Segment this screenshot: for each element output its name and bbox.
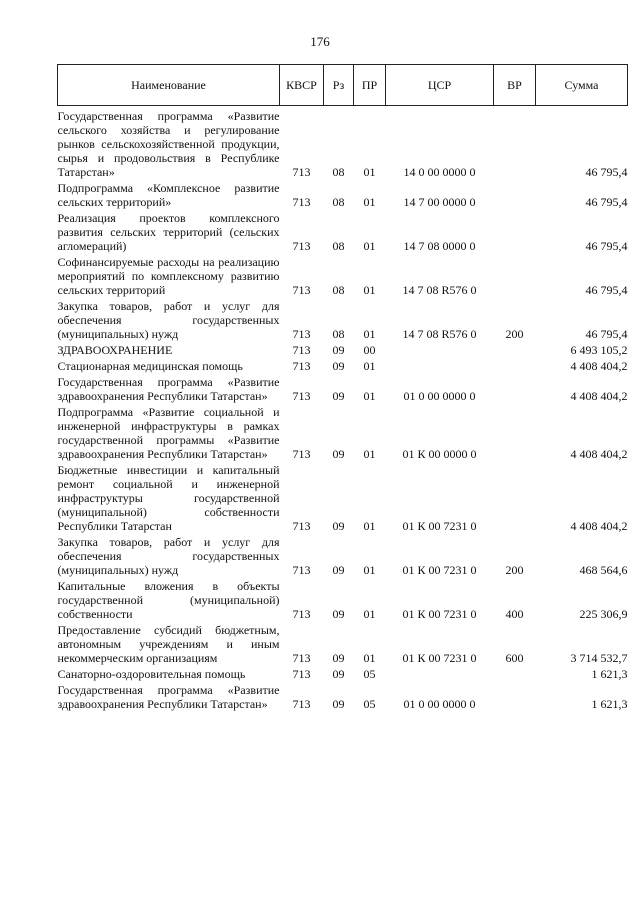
row-sum: 1 621,3 bbox=[591, 697, 628, 711]
row-name: Подпрограмма «Комплексное развитие сельских территорий» bbox=[57, 181, 280, 209]
row-vr: 400 bbox=[505, 607, 524, 621]
row-rz: 09 bbox=[332, 519, 345, 533]
row-rz: 09 bbox=[332, 563, 345, 577]
column-header-pr: ПР bbox=[354, 65, 386, 106]
row-kvsr: 713 bbox=[292, 283, 311, 297]
column-header-csr: ЦСР bbox=[386, 65, 494, 106]
row-name: Софинансируемые расходы на реализацию мероприятий по комплексному развитию сельских территорий bbox=[57, 255, 280, 297]
row-rz: 09 bbox=[332, 389, 345, 403]
row-pr: 01 bbox=[363, 563, 376, 577]
row-vr bbox=[494, 403, 536, 461]
row-kvsr: 713 bbox=[292, 519, 311, 533]
row-kvsr: 713 bbox=[292, 327, 311, 341]
row-vr bbox=[494, 253, 536, 297]
budget-table bbox=[57, 64, 628, 711]
row-pr: 01 bbox=[363, 327, 376, 341]
row-csr: 14 7 08 R576 0 bbox=[402, 327, 477, 341]
row-name: Капитальные вложения в объекты государственной (муниципальной) собственности bbox=[57, 579, 280, 621]
table-body bbox=[58, 106, 628, 712]
row-pr: 01 bbox=[363, 651, 376, 665]
row-csr: 14 7 08 R576 0 bbox=[402, 283, 477, 297]
row-csr bbox=[386, 341, 494, 357]
row-rz: 09 bbox=[332, 697, 345, 711]
table-row bbox=[58, 106, 628, 180]
row-name: Подпрограмма «Развитие социальной и инженерной инфраструктуры в рамках государственной программы «Развитие здравоохранения Республики Татарстан» bbox=[57, 405, 280, 461]
table-row bbox=[58, 373, 628, 403]
row-sum: 4 408 404,2 bbox=[570, 359, 628, 373]
row-kvsr: 713 bbox=[292, 195, 311, 209]
row-pr: 01 bbox=[363, 165, 376, 179]
row-csr: 01 0 00 0000 0 bbox=[403, 389, 476, 403]
row-sum: 46 795,4 bbox=[585, 327, 628, 341]
row-sum: 46 795,4 bbox=[585, 283, 628, 297]
row-csr: 01 К 00 7231 0 bbox=[402, 607, 477, 621]
row-kvsr: 713 bbox=[292, 667, 311, 681]
row-sum: 4 408 404,2 bbox=[570, 447, 628, 461]
row-sum: 4 408 404,2 bbox=[570, 519, 628, 533]
table-row bbox=[58, 357, 628, 373]
table-row bbox=[58, 253, 628, 297]
column-header-kvsr: КВСР bbox=[280, 65, 324, 106]
row-sum: 4 408 404,2 bbox=[570, 389, 628, 403]
row-pr: 05 bbox=[363, 697, 376, 711]
row-vr: 200 bbox=[505, 327, 524, 341]
table-row bbox=[58, 209, 628, 253]
table-row bbox=[58, 179, 628, 209]
row-csr bbox=[386, 357, 494, 373]
page-number: 176 bbox=[310, 34, 330, 49]
row-pr: 01 bbox=[363, 607, 376, 621]
row-csr: 14 7 08 0000 0 bbox=[403, 239, 476, 253]
table-row bbox=[58, 665, 628, 681]
row-name: Закупка товаров, работ и услуг для обеспечения государственных (муниципальных) нужд bbox=[57, 299, 280, 341]
row-rz: 09 bbox=[332, 343, 345, 357]
row-kvsr: 713 bbox=[292, 239, 311, 253]
table-row bbox=[58, 577, 628, 621]
row-rz: 08 bbox=[332, 283, 345, 297]
table-row bbox=[58, 297, 628, 341]
row-pr: 01 bbox=[363, 519, 376, 533]
row-rz: 08 bbox=[332, 195, 345, 209]
row-vr: 200 bbox=[505, 563, 524, 577]
row-kvsr: 713 bbox=[292, 165, 311, 179]
row-pr: 01 bbox=[363, 283, 376, 297]
row-sum: 46 795,4 bbox=[585, 195, 628, 209]
row-kvsr: 713 bbox=[292, 343, 311, 357]
row-vr bbox=[494, 179, 536, 209]
row-csr: 01 0 00 0000 0 bbox=[403, 697, 476, 711]
row-name: Бюджетные инвестиции и капитальный ремонт социальной и инженерной инфраструктуры государственной (муниципальной) собственности Республики Татарстан bbox=[57, 463, 280, 533]
row-csr: 01 К 00 0000 0 bbox=[402, 447, 477, 461]
row-kvsr: 713 bbox=[292, 447, 311, 461]
row-kvsr: 713 bbox=[292, 697, 311, 711]
table-row bbox=[58, 461, 628, 533]
row-csr: 14 0 00 0000 0 bbox=[403, 165, 476, 179]
row-rz: 09 bbox=[332, 359, 345, 373]
row-pr: 01 bbox=[363, 447, 376, 461]
row-name: Закупка товаров, работ и услуг для обеспечения государственных (муниципальных) нужд bbox=[57, 535, 280, 577]
row-name: ЗДРАВООХРАНЕНИЕ bbox=[57, 343, 173, 357]
row-pr: 01 bbox=[363, 389, 376, 403]
table-row bbox=[58, 533, 628, 577]
row-rz: 09 bbox=[332, 651, 345, 665]
row-vr bbox=[494, 341, 536, 357]
row-vr bbox=[494, 681, 536, 711]
row-vr bbox=[494, 106, 536, 180]
row-pr: 00 bbox=[363, 343, 376, 357]
row-csr: 14 7 00 0000 0 bbox=[403, 195, 476, 209]
row-kvsr: 713 bbox=[292, 389, 311, 403]
column-header-name: Наименование bbox=[58, 65, 280, 106]
row-sum: 225 306,9 bbox=[579, 607, 628, 621]
row-name: Государственная программа «Развитие здравоохранения Республики Татарстан» bbox=[57, 683, 280, 711]
row-name: Государственная программа «Развитие здравоохранения Республики Татарстан» bbox=[57, 375, 280, 403]
table-row bbox=[58, 681, 628, 711]
row-pr: 01 bbox=[363, 195, 376, 209]
row-name: Государственная программа «Развитие сельского хозяйства и регулирование рынков сельскохозяйственной продукции, сырья и продовольствия в Республике Татарстан» bbox=[57, 109, 280, 179]
row-csr: 01 К 00 7231 0 bbox=[402, 563, 477, 577]
row-vr bbox=[494, 665, 536, 681]
row-vr bbox=[494, 357, 536, 373]
row-sum: 46 795,4 bbox=[585, 239, 628, 253]
row-name: Стационарная медицинская помощь bbox=[57, 359, 243, 373]
row-name: Санаторно-оздоровительная помощь bbox=[57, 667, 246, 681]
row-csr bbox=[386, 665, 494, 681]
row-sum: 6 493 105,2 bbox=[570, 343, 628, 357]
row-rz: 08 bbox=[332, 327, 345, 341]
row-sum: 468 564,6 bbox=[579, 563, 628, 577]
row-name: Предоставление субсидий бюджетным, автономным учреждениям и иным некоммерческим организациям bbox=[57, 623, 280, 665]
row-csr: 01 К 00 7231 0 bbox=[402, 519, 477, 533]
row-vr bbox=[494, 209, 536, 253]
column-header-vr: ВР bbox=[494, 65, 536, 106]
table-header bbox=[58, 65, 628, 106]
row-csr: 01 К 00 7231 0 bbox=[402, 651, 477, 665]
table-row bbox=[58, 341, 628, 357]
table-row bbox=[58, 621, 628, 665]
row-rz: 08 bbox=[332, 165, 345, 179]
row-pr: 01 bbox=[363, 239, 376, 253]
row-rz: 08 bbox=[332, 239, 345, 253]
table-row bbox=[58, 403, 628, 461]
row-name: Реализация проектов комплексного развития сельских территорий (сельских агломераций) bbox=[57, 211, 280, 253]
row-rz: 09 bbox=[332, 667, 345, 681]
row-sum: 1 621,3 bbox=[591, 667, 628, 681]
row-rz: 09 bbox=[332, 607, 345, 621]
row-vr: 600 bbox=[505, 651, 524, 665]
column-header-rz: Рз bbox=[324, 65, 354, 106]
column-header-sum: Сумма bbox=[536, 65, 628, 106]
row-pr: 05 bbox=[363, 667, 376, 681]
row-kvsr: 713 bbox=[292, 607, 311, 621]
row-rz: 09 bbox=[332, 447, 345, 461]
row-kvsr: 713 bbox=[292, 359, 311, 373]
row-pr: 01 bbox=[363, 359, 376, 373]
row-vr bbox=[494, 461, 536, 533]
row-kvsr: 713 bbox=[292, 651, 311, 665]
row-sum: 3 714 532,7 bbox=[570, 651, 628, 665]
row-sum: 46 795,4 bbox=[585, 165, 628, 179]
row-kvsr: 713 bbox=[292, 563, 311, 577]
row-vr bbox=[494, 373, 536, 403]
